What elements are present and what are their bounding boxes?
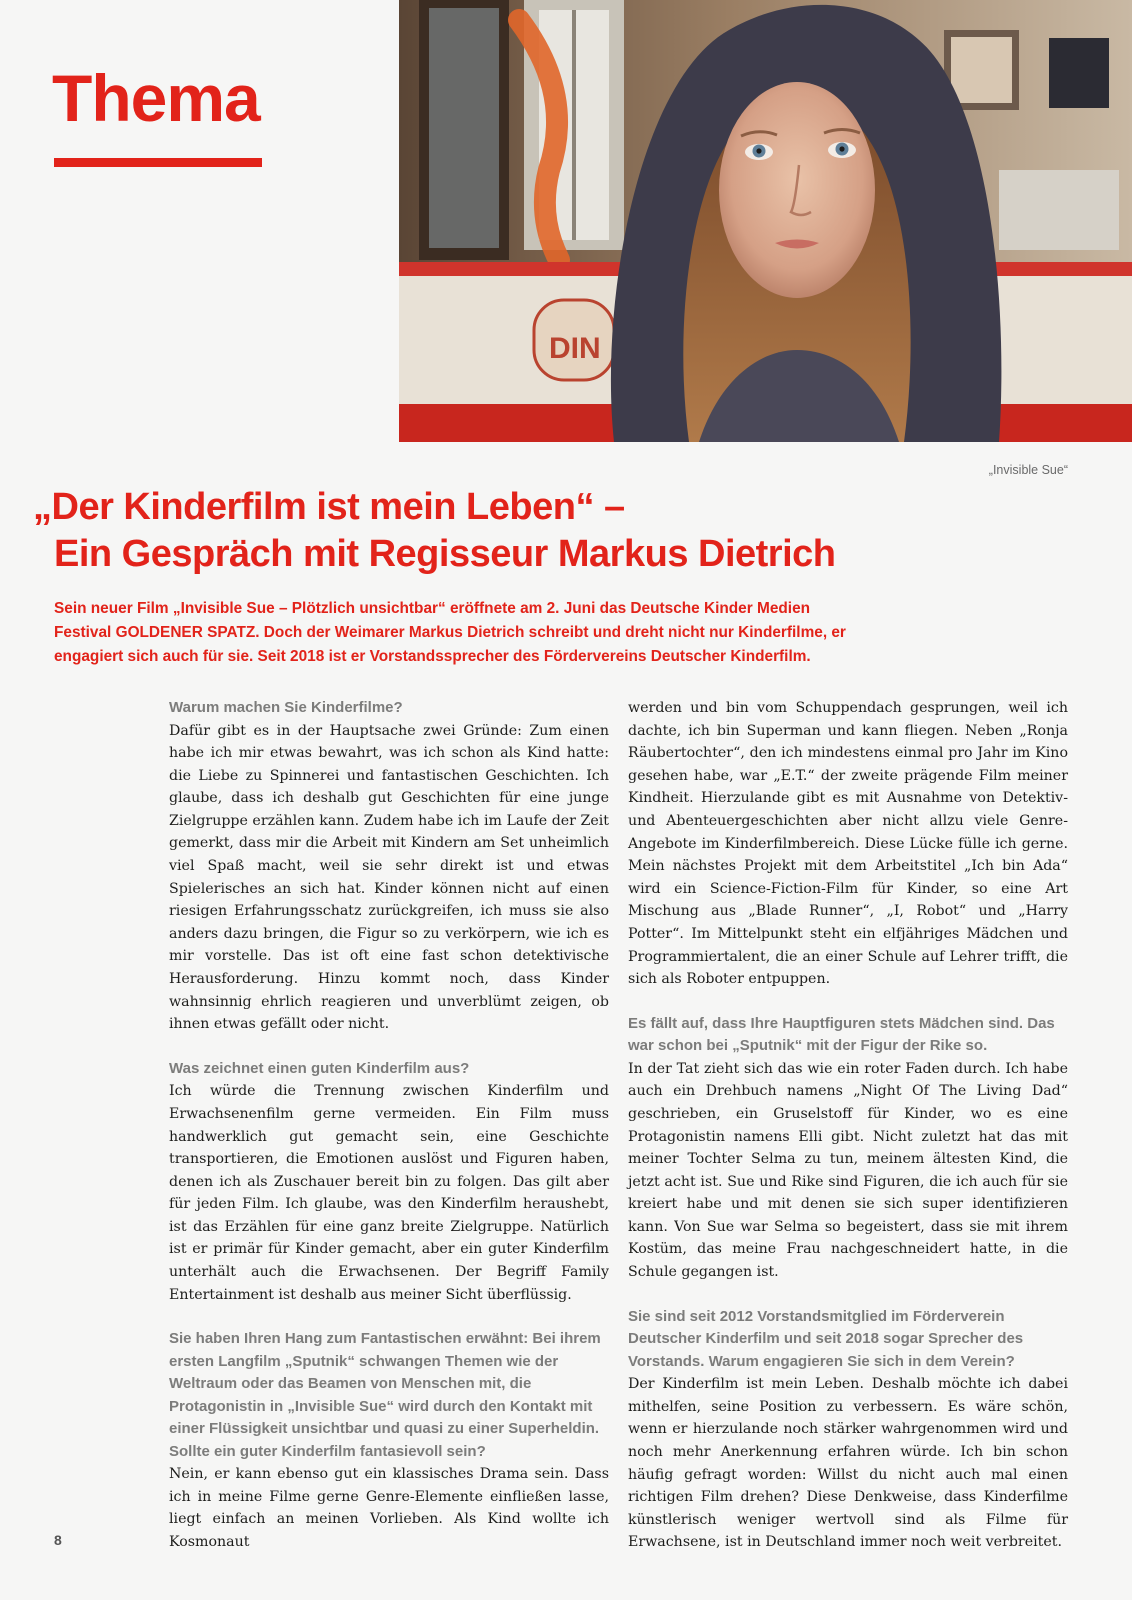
question: Es fällt auf, dass Ihre Hauptfiguren stets Mädchen sind. Das war schon bei „Sputnik“ mit der Figur der Rike so. [628,1014,1055,1055]
question: Sie sind seit 2012 Vorstandsmitglied im Förderverein Deutscher Kinderfilm und seit 2018 sogar Sprecher des Vorstands. Warum engagieren Sie sich in dem Verein? [628,1307,1024,1370]
column-right [628,697,1068,1554]
photo-caption: „Invisible Sue“ [988,463,1068,477]
answer: Dafür gibt es in der Hauptsache zwei Gründe: Zum einen habe ich mir etwas bewahrt, was ich schon als Kind hatte: die Liebe zu Spinnerei und fantastischen Geschichten. Ich glaube, dass ich deshalb gut Geschichten für eine junge Zielgruppe erzählen kann. Zudem habe ich im Laufe der Zeit gemerkt, dass mir die Arbeit mit Kindern am Set unheimlich viel Spaß macht, weil sie sehr direkt ist und etwas Spielerisches an sich hat. Kinder können nicht auf einen riesigen Erfahrungsschatz zurückgreifen, ich muss sie also anders dazu bringen, die Figur so zu verkörpern, wie ich es mir vorstelle. Das ist oft eine fast schon detektivische Herausforderung. Hinzu kommt noch, dass Kinder wahnsinnig ehrlich reagieren und unverblümt zeigen, ob ihnen etwas gefällt oder nicht. [169,722,609,1033]
answer: In der Tat zieht sich das wie ein roter Faden durch. Ich habe auch ein Drehbuch namens „Night Of The Living Dad“ geschrieben, ein Gruselstoff für Kinder, wo es eine Protagonistin namens Elli gibt. Nicht zuletzt hat das mit meiner Tochter Selma zu tun, meinem ältesten Kind, die jetzt acht ist. Sue und Rike sind Figuren, die ich auch für sie kreiert habe und mit denen sie sich super identifizieren kann. Von Sue war Selma so begeistert, dass sie mit ihrem Kostüm, das meine Frau nachgeschneidert hatte, in die Schule gegangen ist. [628,1060,1068,1281]
hero-photo [399,0,1132,442]
page-number: 8 [54,1532,62,1548]
headline-line-1: „Der Kinderfilm ist mein Leben“ – [33,486,625,528]
headline-line-2: Ein Gespräch mit Regisseur Markus Dietrich [54,533,836,575]
answer-continued: werden und bin vom Schuppendach gesprungen, weil ich dachte, ich bin Superman und kann fliegen. Neben „Ronja Räubertochter“, den ich mindestens einmal pro Jahr im Kino gesehen habe, war „E.T.“ der zweite prägende Film meiner Kindheit. Hierzulande gibt es mit Ausnahme von Detektiv- und Abenteuergeschichten aber nicht allzu viele Genre-Angebote im Kinderfilmbereich. Diese Lücke fülle ich gerne. Mein nächstes Projekt mit dem Arbeitstitel „Ich bin Ada“ wird ein Science-Fiction-Film für Kinder, so eine Art Mischung aus „Blade Runner“, „I, Robot“ und „Harry Potter“. Im Mittelpunkt steht ein elfjähriges Mädchen und Programmiertalent, die an einer Schule auf Lehrer trifft, die sich als Roboter entpuppen. [628,700,1068,988]
answer: Der Kinderfilm ist mein Leben. Deshalb möchte ich dabei mithelfen, seine Position zu verbessern. Es wäre schön, wenn er hierzulande noch stärker wahrgenommen wird und noch mehr Anerkennung erfahren würde. Ich bin schon häufig gefragt worden: Willst du nicht auch mal einen richtigen Film drehen? Diese Denkweise, dass Kinderfilme künstlerisch weniger wertvoll sind als Filme für Erwachsene, ist in Deutschland immer noch weit verbreitet. [628,1376,1068,1551]
question: Sie haben Ihren Hang zum Fantastischen erwähnt: Bei ihrem ersten Langfilm „Sputnik“ schwangen Themen wie der Weltraum oder das Beamen von Menschen mit, die Protagonistin in „Invisible Sue“ wird durch den Kontakt mit einer Flüssigkeit unsichtbar und quasi zu einer Superheldin. Sollte ein guter Kinderfilm fantasievoll sein? [169,1330,601,1460]
question: Was zeichnet einen guten Kinderfilm aus? [169,1059,470,1077]
article-lead: Sein neuer Film „Invisible Sue – Plötzlich unsichtbar“ eröffnete am 2. Juni das Deutsche Kinder Medien Festival GOLDENER SPATZ. Doch der Weimarer Markus Dietrich schreibt und dreht nicht nur Kinderfilme, er engagiert sich auch für sie. Seit 2018 ist er Vorstandssprecher des Fördervereins Deutscher Kinderfilm. [54,600,846,665]
column-left [169,697,609,1554]
answer: Nein, er kann ebenso gut ein klassisches Drama sein. Dass ich in meine Filme gerne Genre-Elemente einfließen lasse, liegt einfach an meinen Vorlieben. Als Kind wollte ich Kosmonaut [169,1466,609,1551]
answer: Ich würde die Trennung zwischen Kinderfilm und Erwachsenenfilm gerne vermeiden. Ein Film muss handwerklich gut gemacht sein, eine Geschichte transportieren, die Emotionen auslöst und Figuren haben, denen ich als Zuschauer bereit bin zu folgen. Das gilt aber für jeden Film. Ich glaube, was den Kinderfilm heraushebt, ist das Erzählen für eine ganz breite Zielgruppe. Natürlich ist er primär für Kinder gemacht, aber ein guter Kinderfilm unterhält auch die Erwachsenen. Der Begriff Family Entertainment ist deshalb aus meiner Sicht überflüssig. [169,1083,609,1303]
section-title: Thema [52,61,260,135]
article-headline [33,484,836,578]
question: Warum machen Sie Kinderfilme? [169,699,403,716]
sign-text: DIN [549,332,601,365]
title-rule [54,158,262,167]
